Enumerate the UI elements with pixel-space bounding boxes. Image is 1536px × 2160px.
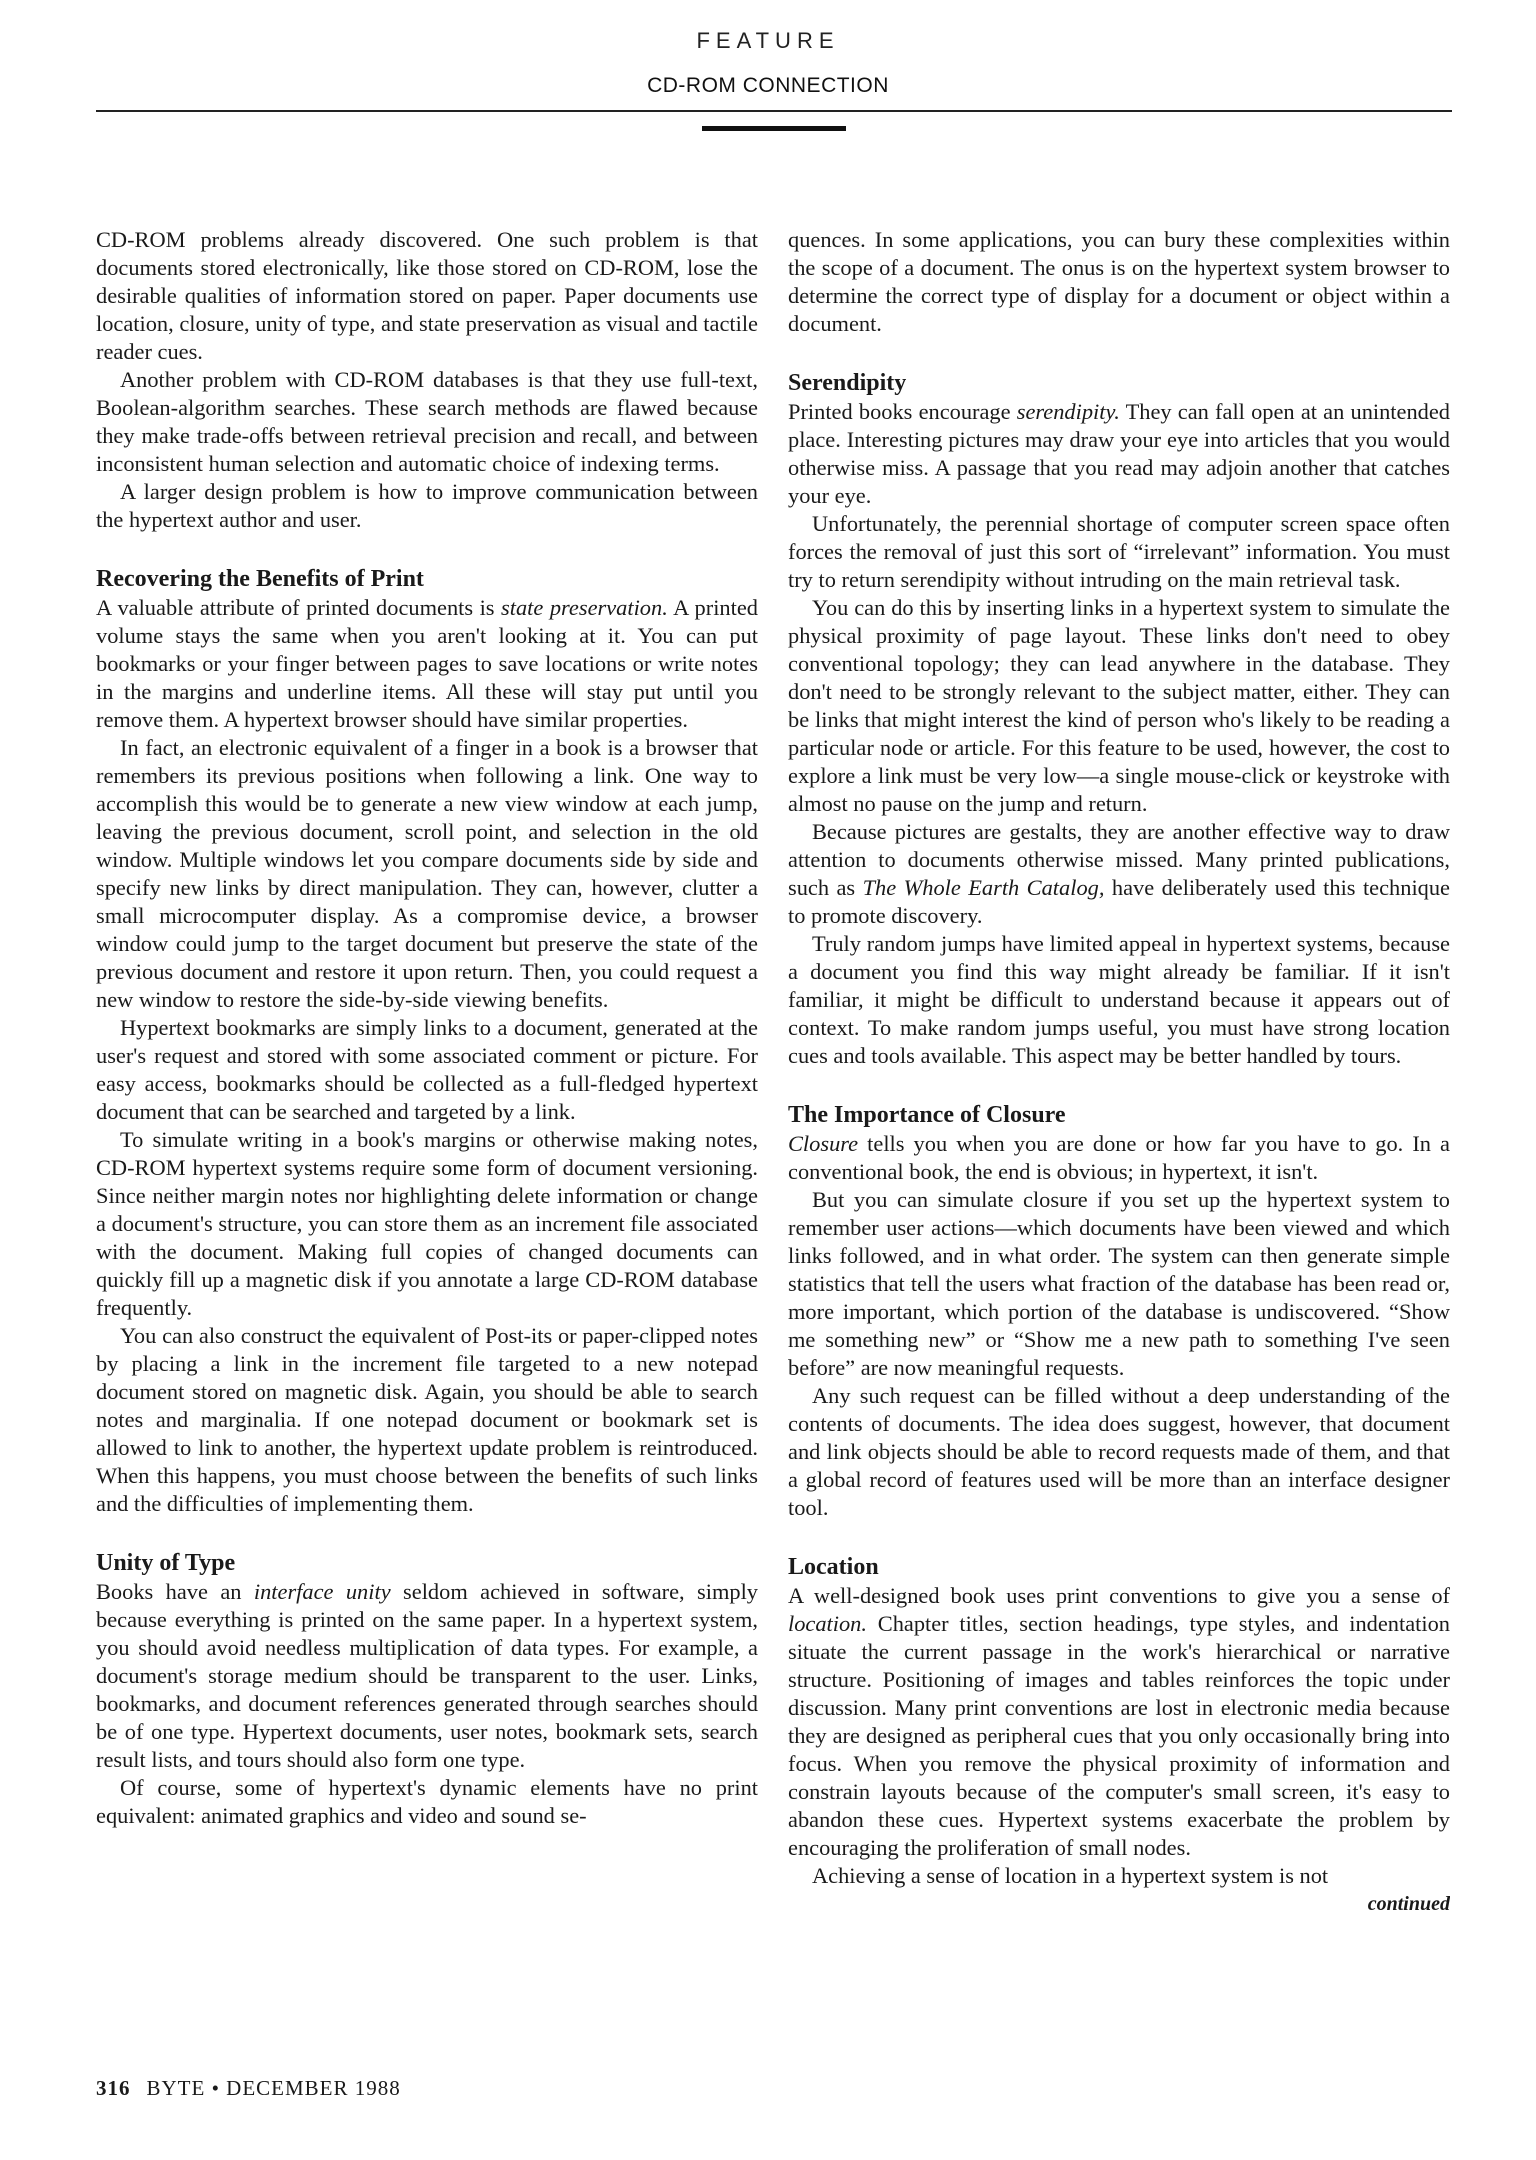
paragraph: Of course, some of hypertext's dynamic elements have no print equivalent: animated graphics and video and sound se- xyxy=(96,1775,758,1828)
section-kicker: FEATURE xyxy=(696,28,840,53)
page-number: 316 xyxy=(96,2076,131,2100)
section-heading-serendipity: Serendipity xyxy=(788,370,907,396)
section-heading-location: Location xyxy=(788,1554,879,1580)
page-footer xyxy=(96,2076,401,2101)
paragraph: CD-ROM problems already discovered. One such problem is that documents stored electronically, like those stored on CD-ROM, lose the desirable qualities of information stored on paper. Paper documents use location, closure, unity of type, and state preservation as visual and tactile reader cues. xyxy=(96,227,758,364)
paragraph: Books have an interface unity seldom achieved in software, simply because everything is printed on the same paper. In a hypertext system, you should avoid needless multiplication of data types. For example, a document's storage medium should be transparent to the user. Links, bookmarks, and document references generated through searches should be of one type. Hypertext documents, user notes, bookmark sets, search result lists, and tours should also form one type. xyxy=(96,1579,758,1772)
paragraph: A larger design problem is how to improve communication between the hypertext author and user. xyxy=(96,479,758,532)
paragraph: Achieving a sense of location in a hypertext system is not xyxy=(812,1863,1329,1888)
paragraph: To simulate writing in a book's margins or otherwise making notes, CD-ROM hypertext systems require some form of document versioning. Since neither margin notes nor highlighting delete information or change a document's structure, you can store them as an increment file associated with the document. Making full copies of changed documents can quickly fill up a magnetic disk if you annotate a large CD-ROM database frequently. xyxy=(96,1127,758,1320)
section-heading-print: Recovering the Benefits of Print xyxy=(96,566,424,592)
section-heading-unity: Unity of Type xyxy=(96,1550,236,1576)
paragraph: But you can simulate closure if you set up the hypertext system to remember user actions—which documents have been viewed and which links followed, and in what order. The system can then generate simple statistics that tell the users what fraction of the database has been read or, more important, which portion of the database is undiscovered. “Show me something new” or “Show me a new path to something I've seen before” are now meaningful requests. xyxy=(788,1187,1450,1380)
publication-line: BYTE • DECEMBER 1988 xyxy=(146,2076,401,2100)
paragraph: A valuable attribute of printed documents is state preservation. A printed volume stays the same when you aren't looking at it. You can put bookmarks or your finger between pages to save locations or write notes in the margins and underline items. All these will stay put until you remove them. A hypertext browser should have similar properties. xyxy=(96,595,758,732)
paragraph: Unfortunately, the perennial shortage of computer screen space often forces the removal of just this sort of “irrelevant” information. You must try to return serendipity without intruding on the main retrieval task. xyxy=(788,511,1450,592)
left-column xyxy=(96,226,758,2046)
paragraph: A well-designed book uses print conventions to give you a sense of location. Chapter titles, section headings, type styles, and indentation situate the current passage in the work's hierarchical or narrative structure. Positioning of images and tables reinforces the topic under discussion. Many print conventions are lost in electronic media because they are designed as peripheral cues that you only occasionally bring into focus. When you remove the physical proximity of information and constrain layouts because of the computer's small screen, it's easy to abandon these cues. Hypertext systems exacerbate the problem by encouraging the proliferation of small nodes. xyxy=(788,1583,1450,1860)
paragraph: Truly random jumps have limited appeal in hypertext systems, because a document you find this way might already be familiar. If it isn't familiar, it might be difficult to understand because it appears out of context. To make random jumps useful, you must have strong location cues and tools available. This aspect may be better handled by tours. xyxy=(788,931,1450,1068)
paragraph: Because pictures are gestalts, they are another effective way to draw attention to documents otherwise missed. Many printed publications, such as The Whole Earth Catalog, have deliberately used this technique to promote discovery. xyxy=(788,819,1450,928)
paragraph: Another problem with CD-ROM databases is that they use full-text, Boolean-algorithm searches. These search methods are flawed because they make trade-offs between retrieval precision and recall, and between inconsistent human selection and automatic choice of indexing terms. xyxy=(96,367,758,476)
paragraph: In fact, an electronic equivalent of a finger in a book is a browser that remembers its previous positions when following a link. One way to accomplish this would be to generate a new view window at each jump, leaving the previous document, scroll point, and selection in the old window. Multiple windows let you compare documents side by side and specify new links by direct manipulation. They can, however, clutter a small microcomputer display. As a compromise device, a browser window could jump to the target document but preserve the state of the previous document and restore it upon return. Then, you could request a new window to restore the side-by-side viewing benefits. xyxy=(96,735,758,1012)
paragraph: You can also construct the equivalent of Post-its or paper-clipped notes by placing a link in the increment file targeted to a new notepad document stored on magnetic disk. Again, you should be able to search notes and marginalia. If one notepad document or bookmark set is allowed to link to another, the hypertext update problem is reintroduced. When this happens, you must choose between the benefits of such links and the difficulties of implementing them. xyxy=(96,1323,758,1516)
header-bar xyxy=(702,126,846,131)
paragraph: Any such request can be filled without a deep understanding of the contents of documents. The idea does suggest, however, that document and link objects should be able to record requests made of them, and that a global record of features used will be more than an interface designer tool. xyxy=(788,1383,1450,1520)
paragraph: Hypertext bookmarks are simply links to a document, generated at the user's request and stored with some associated comment or picture. For easy access, bookmarks should be collected as a full-fledged hypertext document that can be searched and targeted by a link. xyxy=(96,1015,758,1124)
paragraph: Closure tells you when you are done or how far you have to go. In a conventional book, the end is obvious; in hypertext, it isn't. xyxy=(788,1131,1450,1184)
continued-note: continued xyxy=(1367,1893,1450,1915)
running-head: CD-ROM CONNECTION xyxy=(647,74,889,97)
paragraph: quences. In some applications, you can bury these complexities within the scope of a document. The onus is on the hypertext system browser to determine the correct type of display for a document or object within a document. xyxy=(788,227,1450,336)
section-heading-closure: The Importance of Closure xyxy=(788,1102,1066,1128)
paragraph: You can do this by inserting links in a hypertext system to simulate the physical proximity of page layout. These links don't need to obey conventional topology; they can lead anywhere in the database. They don't need to be strongly relevant to the subject matter, either. They can be links that might interest the kind of person who's likely to be reading a particular node or article. For this feature to be used, however, the cost to explore a link must be very low—a single mouse-click or keystroke with almost no pause on the jump and return. xyxy=(788,595,1450,816)
right-column xyxy=(788,226,1450,2046)
paragraph: Printed books encourage serendipity. They can fall open at an unintended place. Interesting pictures may draw your eye into articles that you would otherwise miss. A passage that you read may adjoin another that catches your eye. xyxy=(788,399,1450,508)
header-rule xyxy=(96,110,1452,112)
